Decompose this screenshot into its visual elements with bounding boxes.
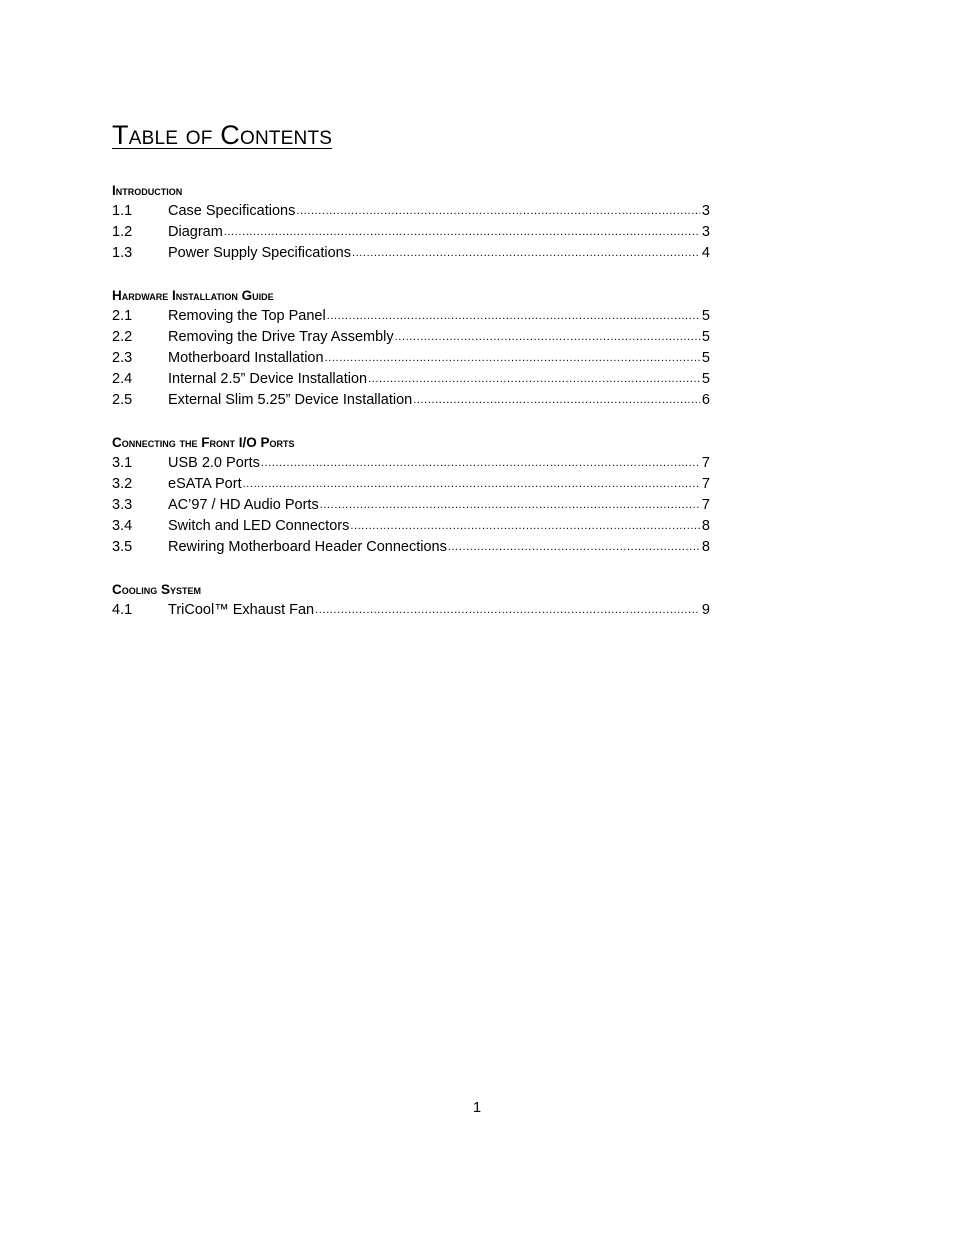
toc-entry[interactable] (112, 327, 710, 348)
dot-leader (394, 327, 700, 348)
toc-entry[interactable] (112, 369, 710, 390)
entry-page: 3 (701, 224, 710, 240)
entry-title: Switch and LED Connectors (168, 518, 350, 534)
dot-leader (223, 222, 700, 243)
toc-section-front-io-ports (112, 432, 710, 558)
toc-entry[interactable] (112, 495, 710, 516)
dot-leader (324, 348, 700, 369)
section-heading: Cooling System (112, 582, 202, 597)
entry-title: Internal 2.5” Device Installation (168, 371, 368, 387)
entry-number: 2.3 (112, 350, 133, 366)
entry-title: Motherboard Installation (168, 350, 324, 366)
entry-title: AC’97 / HD Audio Ports (168, 497, 319, 513)
entry-page: 5 (701, 329, 710, 345)
entry-page: 4 (701, 245, 710, 261)
section-heading: Introduction (112, 183, 183, 198)
section-heading: Connecting the Front I/O Ports (112, 435, 295, 450)
entry-number: 3.3 (112, 497, 133, 513)
entry-number: 3.1 (112, 455, 133, 471)
entry-page: 5 (701, 350, 710, 366)
entry-number: 2.1 (112, 308, 133, 324)
entry-number: 2.4 (112, 371, 133, 387)
entry-title: Power Supply Specifications (168, 245, 351, 261)
dot-leader (351, 243, 700, 264)
entry-title: Diagram (168, 224, 223, 240)
dot-leader (349, 516, 700, 537)
entry-page: 8 (701, 539, 710, 555)
toc-section-introduction (112, 180, 710, 264)
entry-page: 7 (701, 497, 710, 513)
toc-title: Table of Contents (112, 120, 333, 150)
entry-title: USB 2.0 Ports (168, 455, 260, 471)
dot-leader (326, 306, 700, 327)
entry-number: 1.1 (112, 203, 133, 219)
entry-page: 6 (701, 392, 710, 408)
toc-section-hardware-installation (112, 285, 710, 411)
toc-sections (112, 180, 710, 642)
toc-entry[interactable] (112, 600, 710, 621)
entry-title: eSATA Port (168, 476, 242, 492)
toc-entry[interactable] (112, 516, 710, 537)
toc-entry[interactable] (112, 222, 710, 243)
dot-leader (295, 201, 700, 222)
toc-entry[interactable] (112, 243, 710, 264)
entry-number: 1.3 (112, 245, 133, 261)
dot-leader (447, 537, 700, 558)
entry-page: 7 (701, 455, 710, 471)
entry-number: 3.5 (112, 539, 133, 555)
entry-title: Removing the Top Panel (168, 308, 326, 324)
entry-number: 3.2 (112, 476, 133, 492)
entry-page: 9 (701, 602, 710, 618)
toc-section-cooling-system (112, 579, 710, 621)
entry-page: 7 (701, 476, 710, 492)
toc-entry[interactable] (112, 453, 710, 474)
entry-title: Case Specifications (168, 203, 296, 219)
entry-number: 1.2 (112, 224, 133, 240)
dot-leader (367, 369, 700, 390)
dot-leader (260, 453, 700, 474)
entry-title: Rewiring Motherboard Header Connections (168, 539, 447, 555)
section-heading: Hardware Installation Guide (112, 288, 274, 303)
entry-number: 3.4 (112, 518, 133, 534)
dot-leader (242, 474, 700, 495)
dot-leader (319, 495, 700, 516)
entry-number: 2.2 (112, 329, 133, 345)
page-number: 1 (472, 1100, 482, 1116)
toc-entry[interactable] (112, 474, 710, 495)
toc-entry[interactable] (112, 537, 710, 558)
entry-page: 8 (701, 518, 710, 534)
entry-number: 2.5 (112, 392, 133, 408)
dot-leader (314, 600, 700, 621)
entry-number: 4.1 (112, 602, 133, 618)
toc-entry[interactable] (112, 306, 710, 327)
entry-page: 5 (701, 308, 710, 324)
entry-page: 5 (701, 371, 710, 387)
toc-entry[interactable] (112, 390, 710, 411)
toc-entry[interactable] (112, 201, 710, 222)
toc-entry[interactable] (112, 348, 710, 369)
entry-page: 3 (701, 203, 710, 219)
entry-title: Removing the Drive Tray Assembly (168, 329, 394, 345)
entry-title: External Slim 5.25” Device Installation (168, 392, 413, 408)
entry-title: TriCool™ Exhaust Fan (168, 602, 315, 618)
dot-leader (412, 390, 700, 411)
